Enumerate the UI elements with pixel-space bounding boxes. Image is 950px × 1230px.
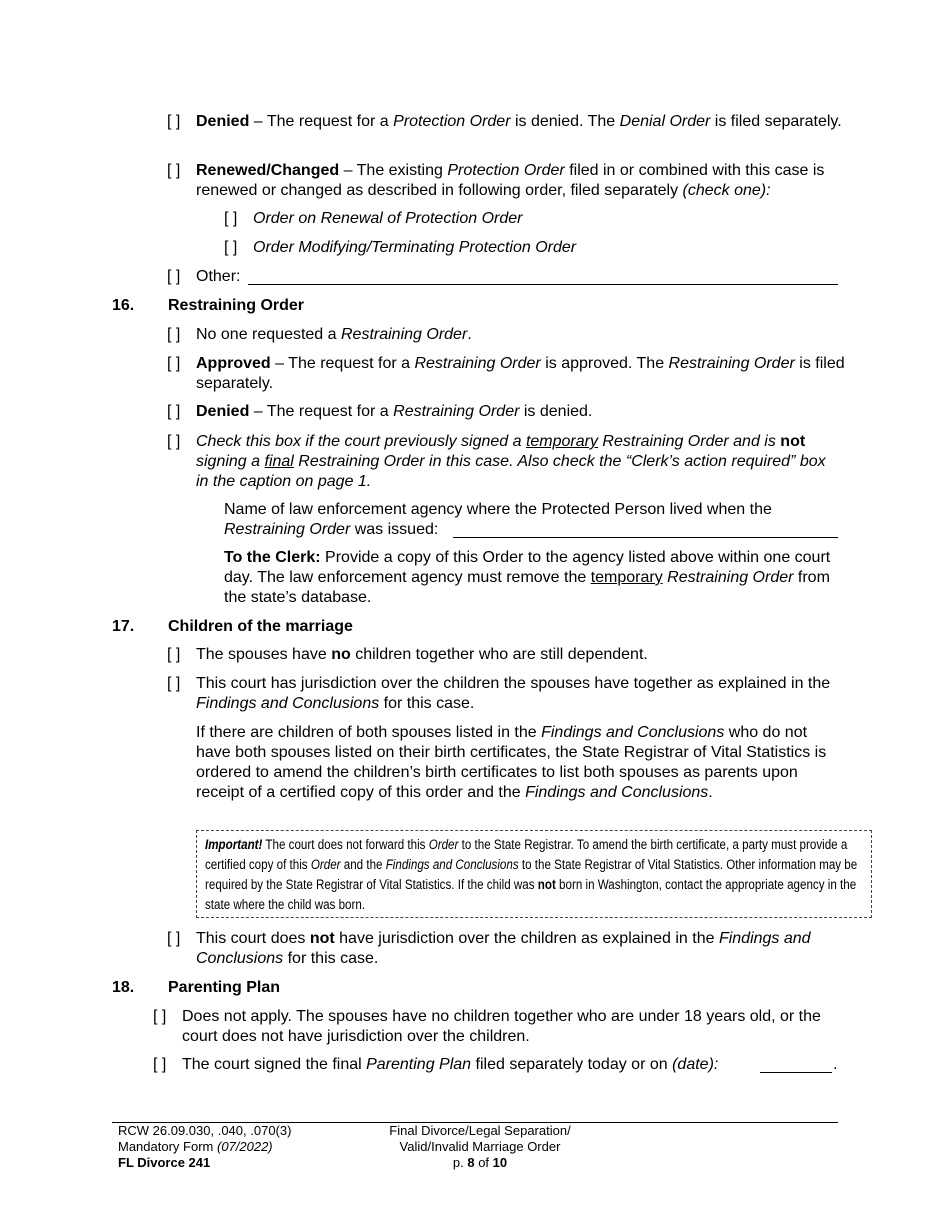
text: – The request for a [270, 355, 415, 372]
date-input-line[interactable] [760, 1072, 832, 1073]
section-18-number: 18. [112, 979, 135, 996]
text: is denied. [519, 403, 593, 420]
text: Order [310, 857, 341, 872]
checkbox-denied-restraining[interactable]: [ ] [167, 403, 181, 420]
text: 8 [467, 1155, 475, 1170]
text: of [474, 1155, 493, 1170]
agency-name-text [224, 500, 844, 540]
date-period: . [833, 1056, 838, 1073]
renewal-order-option: Order on Renewal of Protection Order [253, 210, 523, 227]
text: for this case. [379, 695, 475, 712]
text: to the State Registrar. To amend the birth certificate, a party must provide a certified copy of this [205, 837, 848, 872]
text: filed separately today or on [471, 1056, 673, 1073]
text: not [309, 930, 335, 947]
no-children-text [196, 645, 846, 665]
text: 10 [492, 1155, 508, 1170]
text: Check this box if the court previously signed a [196, 433, 526, 450]
text: filed in or combined with this case is renewed or changed as described in following order, filed separately [196, 162, 825, 199]
text: – The request for a [249, 113, 394, 130]
text: Restraining Order [662, 569, 794, 586]
checkbox-other[interactable]: [ ] [167, 268, 181, 285]
footer-left [118, 1123, 291, 1171]
clerk-instruction-text [224, 548, 844, 608]
text: was issued: [350, 521, 439, 538]
temporary-restraining-text [196, 432, 836, 492]
checkbox-has-jurisdiction[interactable]: [ ] [167, 675, 181, 692]
denied-label: Denied [196, 403, 250, 420]
section-18-title: Parenting Plan [168, 979, 281, 996]
text: for this case. [283, 950, 379, 967]
text: Findings and Conclusions [385, 857, 519, 872]
footer-page [360, 1155, 600, 1171]
text: Protection Order [393, 113, 511, 130]
text: Name of law enforcement agency where the Protected Person lived when the [224, 501, 772, 518]
text: Mandatory Form [118, 1139, 217, 1154]
checkbox-no-restraining[interactable]: [ ] [167, 326, 181, 343]
checkbox-denied-protection[interactable]: [ ] [167, 113, 181, 130]
checkbox-parenting-plan-signed[interactable]: [ ] [153, 1056, 167, 1073]
no-jurisdiction-text [196, 929, 836, 969]
important-notice-box [196, 830, 872, 918]
text: Restraining Order [393, 403, 520, 420]
text: final [264, 453, 294, 470]
text: No one requested a [196, 326, 341, 343]
text: signing a [196, 453, 265, 470]
checkbox-does-not-apply[interactable]: [ ] [153, 1008, 167, 1025]
footer-rcw: RCW 26.09.030, .040, .070(3) [118, 1123, 292, 1138]
text: have jurisdiction over the children as explained in the [334, 930, 719, 947]
footer-form-id: FL Divorce 241 [118, 1155, 211, 1170]
other-input-line[interactable] [248, 284, 838, 285]
section-17-title: Children of the marriage [168, 618, 353, 635]
text: Restraining Order [668, 355, 795, 372]
does-not-apply-text: Does not apply. The spouses have no children together who are under 18 years old, or the court does not have jurisdiction over the children. [182, 1008, 821, 1045]
footer-title-2: Valid/Invalid Marriage Order [399, 1139, 561, 1154]
text: temporary [525, 433, 598, 450]
text: is filed separately. [710, 113, 842, 130]
registrar-order-text [196, 723, 836, 803]
section-16-title: Restraining Order [168, 297, 305, 314]
has-jurisdiction-text [196, 674, 836, 714]
clerk-label: To the Clerk: [224, 549, 321, 566]
no-restraining-text [196, 325, 846, 345]
text: Protection Order [447, 162, 565, 179]
footer-title-1: Final Divorce/Legal Separation/ [389, 1123, 571, 1138]
text: temporary [590, 569, 663, 586]
checkbox-approved-restraining[interactable]: [ ] [167, 355, 181, 372]
approved-restraining-text [196, 354, 846, 394]
checkbox-renewed-changed[interactable]: [ ] [167, 162, 181, 179]
denied-restraining-text [196, 402, 846, 422]
text: Findings and Conclusions [196, 930, 811, 967]
text: Findings and Conclusions [541, 724, 725, 741]
checkbox-temporary-restraining[interactable]: [ ] [167, 433, 181, 450]
text: Findings and Conclusions [525, 784, 709, 801]
renewed-label: Renewed/Changed [196, 162, 340, 179]
modify-order-option: Order Modifying/Terminating Protection Order [253, 239, 577, 256]
text: is filed separately. [196, 355, 845, 392]
approved-label: Approved [196, 355, 271, 372]
denied-label: Denied [196, 113, 250, 130]
text: born in Washington, contact the appropriate agency in the state where the child was born. [205, 877, 857, 912]
important-label: Important! [205, 837, 263, 852]
text: – The existing [339, 162, 448, 179]
text: This court does [196, 930, 310, 947]
text: (07/2022) [216, 1139, 273, 1154]
text: If there are children of both spouses listed in the [196, 724, 542, 741]
text: and the [340, 857, 386, 872]
text: The court signed the final [182, 1056, 367, 1073]
text: p. [452, 1155, 468, 1170]
text: is approved. The [540, 355, 669, 372]
text: The court does not forward this [262, 837, 429, 852]
text: . [708, 784, 713, 801]
section-17-number: 17. [112, 618, 135, 635]
text: Provide a copy of this Order to the agency listed above within one court day. The law enforcement agency must remove the [224, 549, 831, 586]
checkbox-no-jurisdiction[interactable]: [ ] [167, 930, 181, 947]
other-label: Other: [196, 268, 241, 285]
text: Restraining Order in this case. Also check the “Clerk’s action required” box in the caption on page 1. [196, 453, 826, 490]
section-16-number: 16. [112, 297, 135, 314]
renewed-changed-text [196, 161, 846, 201]
text: to the State Registrar of Vital Statistics. Other information may be required by the State Registrar of Vital Statistics. If the child was [205, 857, 858, 892]
text: (date): [672, 1056, 719, 1073]
text: not [780, 433, 806, 450]
text: Restraining Order [414, 355, 541, 372]
text: Findings and Conclusions [196, 695, 380, 712]
text: Restraining Order and is [597, 433, 781, 450]
text: who do not have both spouses listed on their birth certificates, the State Registrar of Vital Statistics is ordered to amend the children’s birth certificates to list both spouses as parents upon receipt of a certified copy of this order and the [196, 724, 827, 801]
footer-mandatory [118, 1139, 291, 1155]
footer-center [360, 1123, 600, 1171]
checkbox-modify-order[interactable]: [ ] [224, 239, 238, 256]
checkbox-renewal-order[interactable]: [ ] [224, 210, 238, 227]
parenting-plan-signed-text [182, 1055, 762, 1075]
text: – The request for a [249, 403, 394, 420]
text: Restraining Order [341, 326, 468, 343]
text: is denied. The [510, 113, 620, 130]
text: not [537, 877, 556, 892]
text: Order [428, 837, 459, 852]
agency-input-line[interactable] [453, 537, 838, 538]
text: . [467, 326, 472, 343]
text: The spouses have [196, 646, 332, 663]
text: from the state’s database. [224, 569, 830, 606]
text: children together who are still dependent. [350, 646, 648, 663]
text: This court has jurisdiction over the children the spouses have together as explained in the [196, 675, 831, 692]
text: Parenting Plan [366, 1056, 472, 1073]
text: (check one): [682, 182, 771, 199]
denied-protection-text [196, 112, 846, 132]
checkbox-no-children[interactable]: [ ] [167, 646, 181, 663]
text: no [331, 646, 351, 663]
text: Restraining Order [224, 521, 351, 538]
text: Denial Order [619, 113, 711, 130]
